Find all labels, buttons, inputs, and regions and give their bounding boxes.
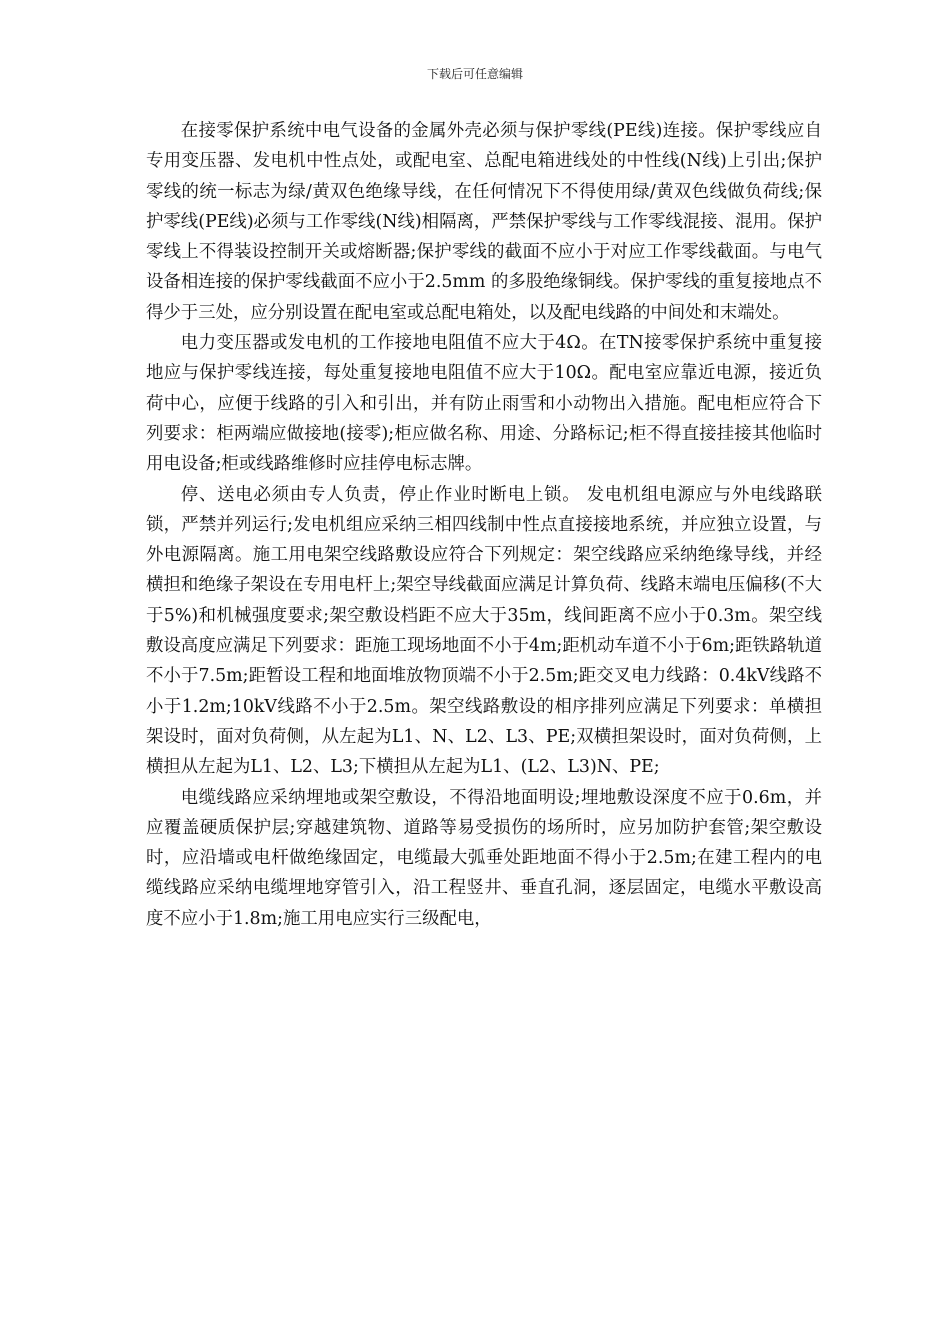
document-body	[146, 116, 822, 934]
paragraph-grounding-resistance: 电力变压器或发电机的工作接地电阻值不应大于4Ω。在TN接零保护系统中重复接地应与保护零线连接，每处重复接地电阻值不应大于10Ω。配电室应靠近电源，接近负荷中心，应便于线路的引入和引出，并有防止雨雪和小动物出入措施。配电柜应符合下列要求：柜两端应做接地(接零);柜应做名称、用途、分路标记;柜不得直接挂接其他临时用电设备;柜或线路维修时应挂停电标志牌。	[146, 333, 822, 475]
paragraph-overhead-lines: 停、送电必须由专人负责，停止作业时断电上锁。 发电机组电源应与外电线路联锁，严禁并列运行;发电机组应采纳三相四线制中性点直接接地系统，并应独立设置，与外电源隔离。施工用电架空线路敷设应符合下列规定：架空线路应采纳绝缘导线，并经横担和绝缘子架设在专用电杆上;架空导线截面应满足计算负荷、线路末端电压偏移(不大于5%)和机械强度要求;架空敷设档距不应大于35m，线间距离不应小于0.3m。架空线敷设高度应满足下列要求：距施工现场地面不小于4m;距机动车道不小于6m;距铁路轨道不小于7.5m;距暂设工程和地面堆放物顶端不小于2.5m;距交叉电力线路：0.4kV线路不小于1.2m;10kV线路不小于2.5m。架空线路敷设的相序排列应满足下列要求：单横担架设时，面对负荷侧，从左起为L1、N、L2、L3、PE;双横担架设时，面对负荷侧，上横担从左起为L1、L2、L3;下横担从左起为L1、(L2、L3)N、PE;	[146, 484, 822, 778]
paragraph-cable-lines: 电缆线路应采纳埋地或架空敷设，不得沿地面明设;埋地敷设深度不应于0.6m，并应覆盖硬质保护层;穿越建筑物、道路等易受损伤的场所时，应另加防护套管;架空敷设时，应沿墙或电杆做绝缘固定，电缆最大弧垂处距地面不得小于2.5m;在建工程内的电缆线路应采纳电缆埋地穿管引入，沿工程竖井、垂直孔洞，逐层固定，电缆水平敷设高度不应小于1.8m;施工用电应实行三级配电，	[146, 787, 822, 929]
page-header: 下载后可任意编辑	[426, 67, 523, 81]
paragraph-pe-protection: 在接零保护系统中电气设备的金属外壳必须与保护零线(PE线)连接。保护零线应自专用变压器、发电机中性点处，或配电室、总配电箱进线处的中性线(N线)上引出;保护零线的统一标志为绿/黄双色绝缘导线，在任何情况下不得使用绿/黄双色线做负荷线;保护零线(PE线)必须与工作零线(N线)相隔离，严禁保护零线与工作零线混接、混用。保护零线上不得装设控制开关或熔断器;保护零线的截面不应小于对应工作零线截面。与电气设备相连接的保护零线截面不应小于2.5mm 的多股绝缘铜线。保护零线的重复接地点不得少于三处，应分别设置在配电室或总配电箱处，以及配电线路的中间处和末端处。	[146, 121, 822, 323]
